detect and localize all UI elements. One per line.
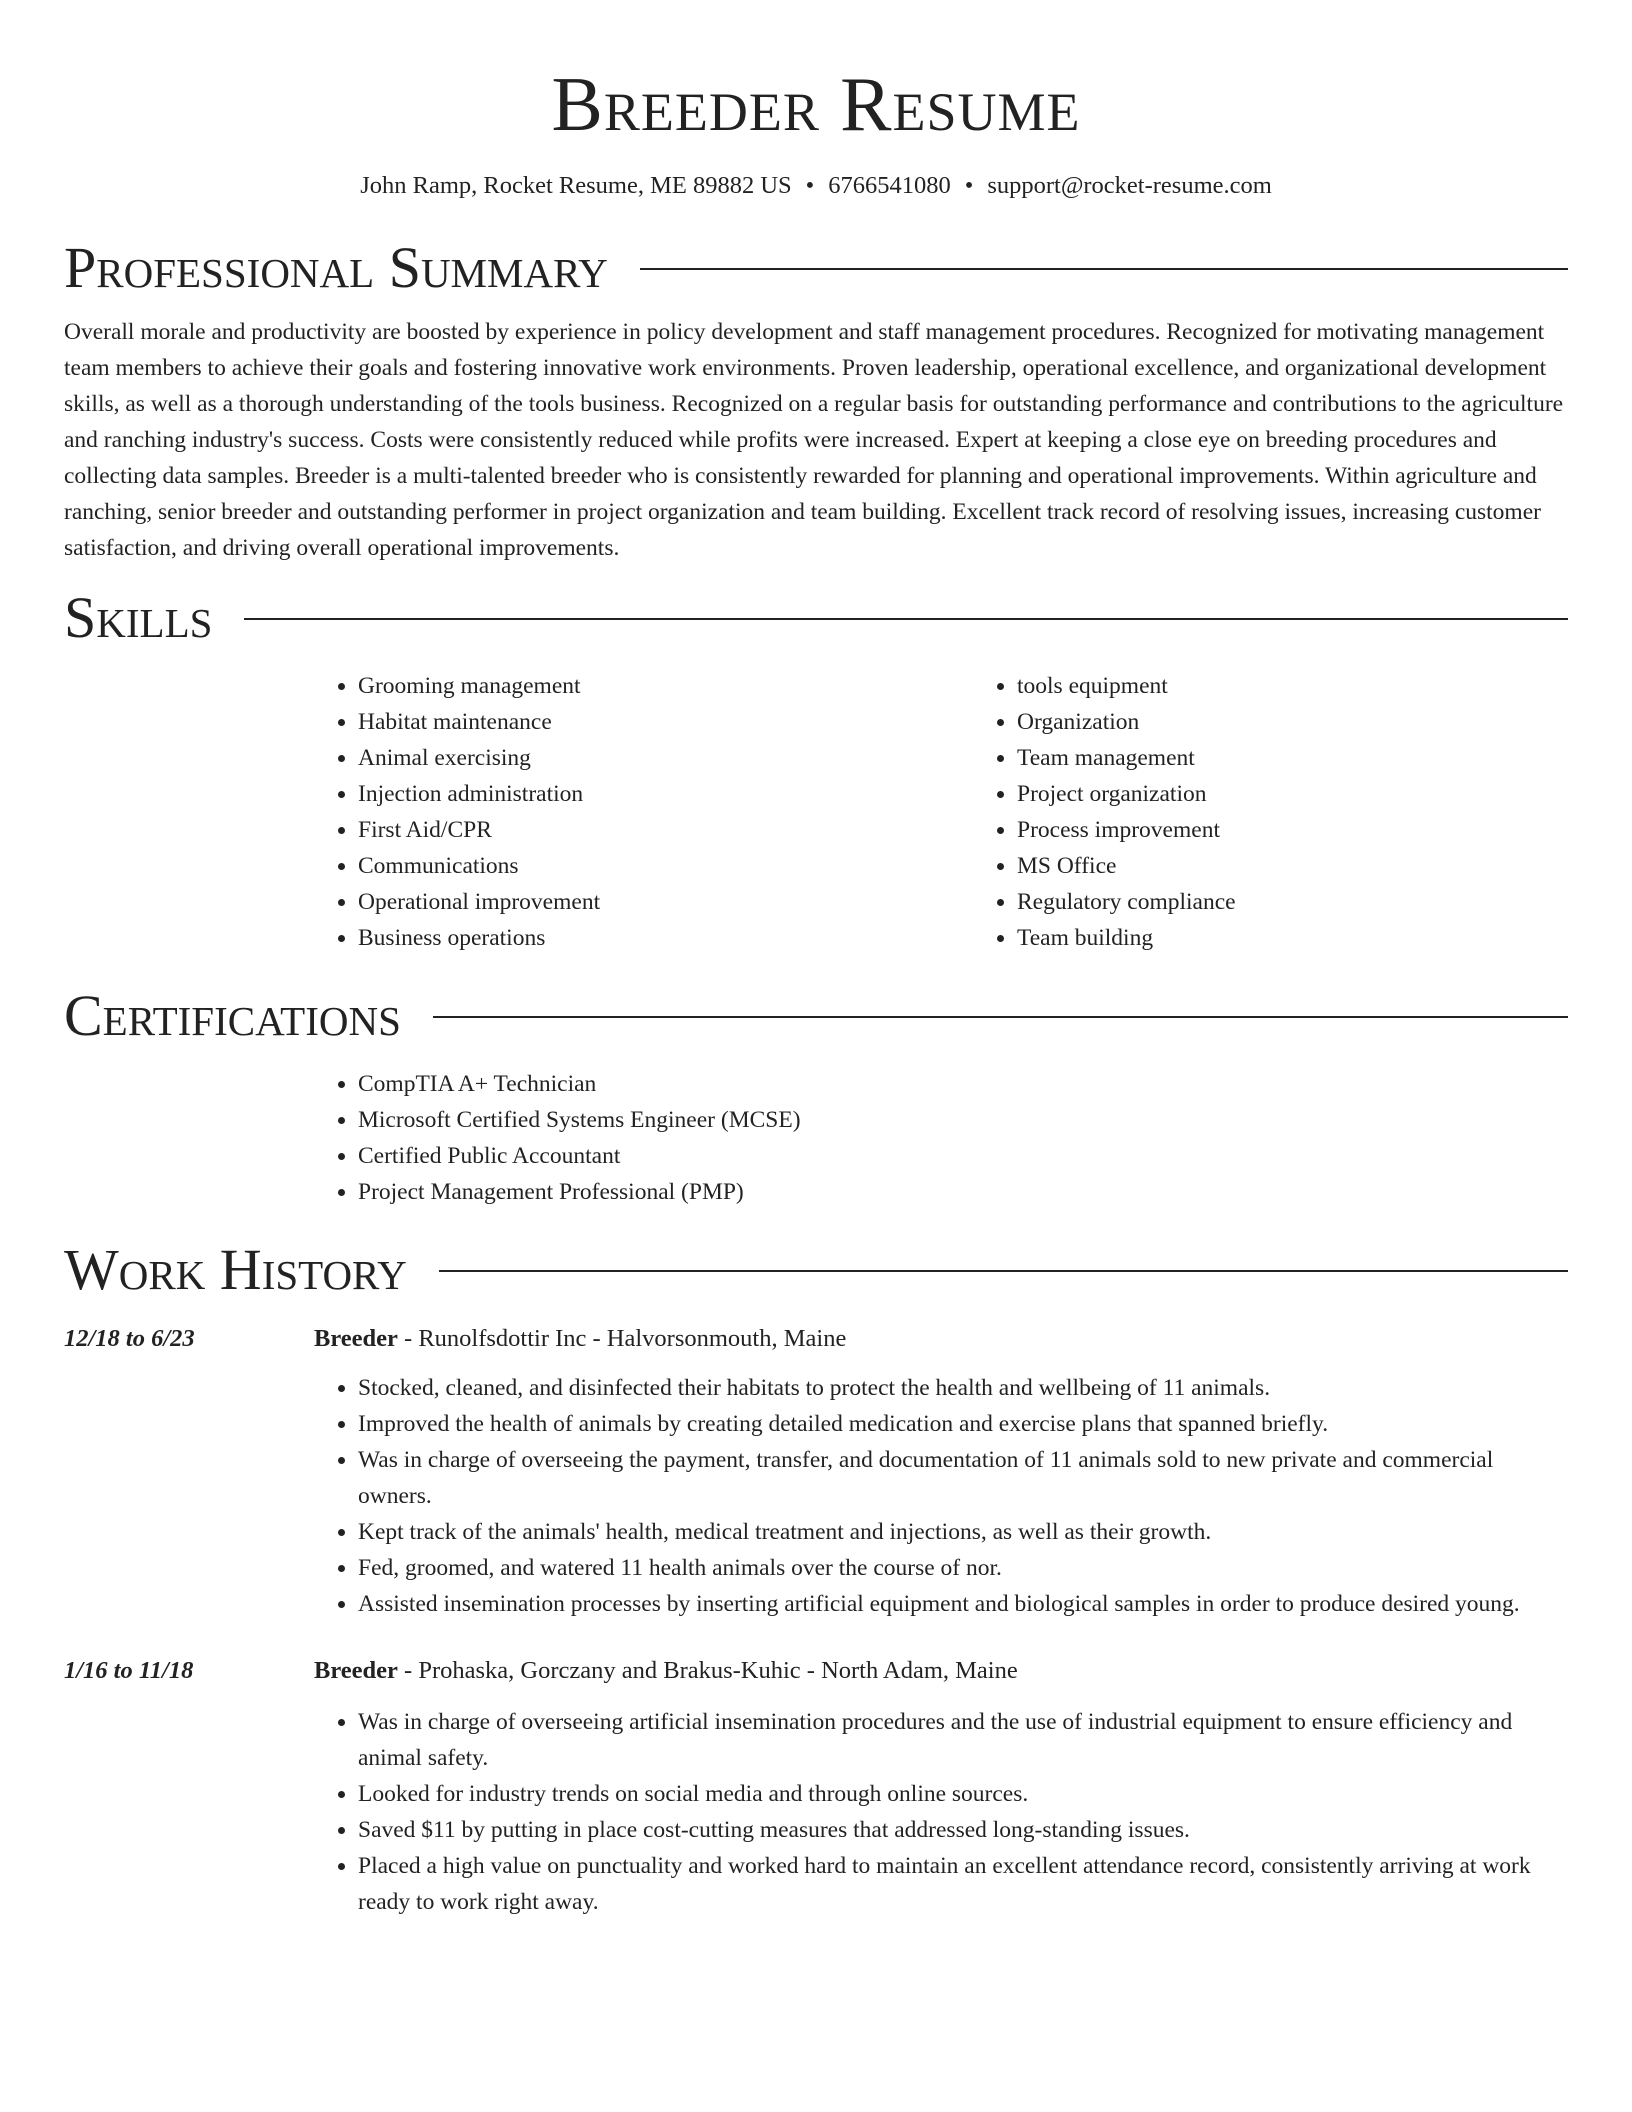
job-title: Breeder: [314, 1325, 398, 1352]
skill-item: • Business operations: [358, 920, 973, 956]
section-work-header: [64, 1238, 1568, 1302]
section-title-certifications: Certifications: [64, 983, 401, 1048]
contact-email[interactable]: support@rocket-resume.com: [987, 172, 1272, 199]
job-header: [64, 1322, 1568, 1356]
skill-item: • MS Office: [1017, 848, 1632, 884]
job-bullet: • Assisted insemination processes by inserting artificial equipment and biological samples in order to produce desired young.: [358, 1586, 1568, 1622]
skill-item: • Process improvement: [1017, 812, 1632, 848]
contact-phone: 6766541080: [828, 172, 951, 199]
skill-item: • Injection administration: [358, 776, 973, 812]
job-dates: 12/18 to 6/23: [64, 1325, 195, 1352]
resume-title: Breeder Resume: [551, 61, 1081, 147]
job-entry: [64, 1322, 1568, 1622]
section-divider: [244, 618, 1568, 620]
job-bullet: • Placed a high value on punctuality and worked hard to maintain an excellent attendance record, consistently arriving at work ready to work right away.: [358, 1848, 1568, 1920]
contact-separator: •: [964, 172, 974, 199]
skill-item: • Habitat maintenance: [358, 704, 973, 740]
job-position: [314, 1322, 846, 1356]
certifications-block: [314, 1066, 1568, 1210]
section-certifications-header: [64, 984, 1568, 1048]
contact-line: [64, 170, 1568, 202]
skill-item: • Team building: [1017, 920, 1632, 956]
job-title: Breeder: [314, 1657, 398, 1684]
skill-item: • Team management: [1017, 740, 1632, 776]
skill-item: • Organization: [1017, 704, 1632, 740]
job-bullet: • Was in charge of overseeing the payment, transfer, and documentation of 11 animals sold to new private and commercial owners.: [358, 1442, 1568, 1514]
skills-grid: [314, 668, 1568, 956]
job-bullet: • Saved $11 by putting in place cost-cutting measures that addressed long-standing issues.: [358, 1812, 1568, 1848]
job-bullet: • Looked for industry trends on social media and through online sources.: [358, 1776, 1568, 1812]
section-divider: [640, 268, 1568, 270]
section-divider: [433, 1016, 1568, 1018]
certifications-list: [314, 1066, 1568, 1210]
section-divider: [439, 1270, 1568, 1272]
skill-item: • Communications: [358, 848, 973, 884]
job-entry: [64, 1654, 1568, 1920]
job-employer: - Runolfsdottir Inc - Halvorsonmouth, Maine: [397, 1325, 847, 1352]
job-bullet: • Was in charge of overseeing artificial insemination procedures and the use of industrial equipment to ensure efficiency and animal safety.: [358, 1704, 1568, 1776]
skill-item: • Operational improvement: [358, 884, 973, 920]
skill-item: • Project organization: [1017, 776, 1632, 812]
summary-text: Overall morale and productivity are boosted by experience in policy development and staff management procedures. Recognized for motivating management team members to achieve their goals and fostering innovative work environments. Proven leadership, operational excellence, and organizational development skills, as well as a thorough understanding of the tools business. Recognized on a regular basis for outstanding performance and contributions to the agriculture and ranching industry's success. Costs were consistently reduced while profits were increased. Expert at keeping a close eye on breeding procedures and collecting data samples. Breeder is a multi-talented breeder who is consistently rewarded for planning and operational improvements. Within agriculture and ranching, senior breeder and outstanding performer in project organization and team building. Excellent track record of resolving issues, increasing customer satisfaction, and driving overall operational improvements.: [64, 319, 1564, 561]
job-duties: [314, 1704, 1568, 1920]
section-title-summary: Professional Summary: [64, 235, 608, 300]
contact-separator: •: [805, 172, 815, 199]
job-bullet: • Fed, groomed, and watered 11 health animals over the course of nor.: [358, 1550, 1568, 1586]
job-position: [314, 1654, 1018, 1688]
certification-item: • CompTIA A+ Technician: [358, 1066, 1568, 1102]
job-bullet: • Improved the health of animals by creating detailed medication and exercise plans that spanned briefly.: [358, 1406, 1568, 1442]
skill-item: • Animal exercising: [358, 740, 973, 776]
section-summary-header: [64, 236, 1568, 300]
job-header: [64, 1654, 1568, 1688]
skill-item: • tools equipment: [1017, 668, 1632, 704]
certification-item: • Certified Public Accountant: [358, 1138, 1568, 1174]
job-bullet: • Stocked, cleaned, and disinfected their habitats to protect the health and wellbeing of 11 animals.: [358, 1370, 1568, 1406]
job-bullets: [314, 1370, 1568, 1622]
section-title-work-history: Work History: [64, 1237, 407, 1302]
section-skills-header: [64, 586, 1568, 650]
job-dates: 1/16 to 11/18: [64, 1657, 194, 1684]
skill-item: • Grooming management: [358, 668, 973, 704]
certification-item: • Project Management Professional (PMP): [358, 1174, 1568, 1210]
skill-item: • Regulatory compliance: [1017, 884, 1632, 920]
section-title-skills: Skills: [64, 585, 213, 650]
job-duties: [314, 1370, 1568, 1622]
certification-item: • Microsoft Certified Systems Engineer (MCSE): [358, 1102, 1568, 1138]
skill-item: • First Aid/CPR: [358, 812, 973, 848]
job-bullets: [314, 1704, 1568, 1920]
contact-address: John Ramp, Rocket Resume, ME 89882 US: [360, 172, 792, 199]
job-bullet: • Kept track of the animals' health, medical treatment and injections, as well as their growth.: [358, 1514, 1568, 1550]
skills-list-right: [973, 668, 1632, 956]
skills-list-left: [314, 668, 973, 956]
job-employer: - Prohaska, Gorczany and Brakus-Kuhic - North Adam, Maine: [397, 1657, 1018, 1684]
